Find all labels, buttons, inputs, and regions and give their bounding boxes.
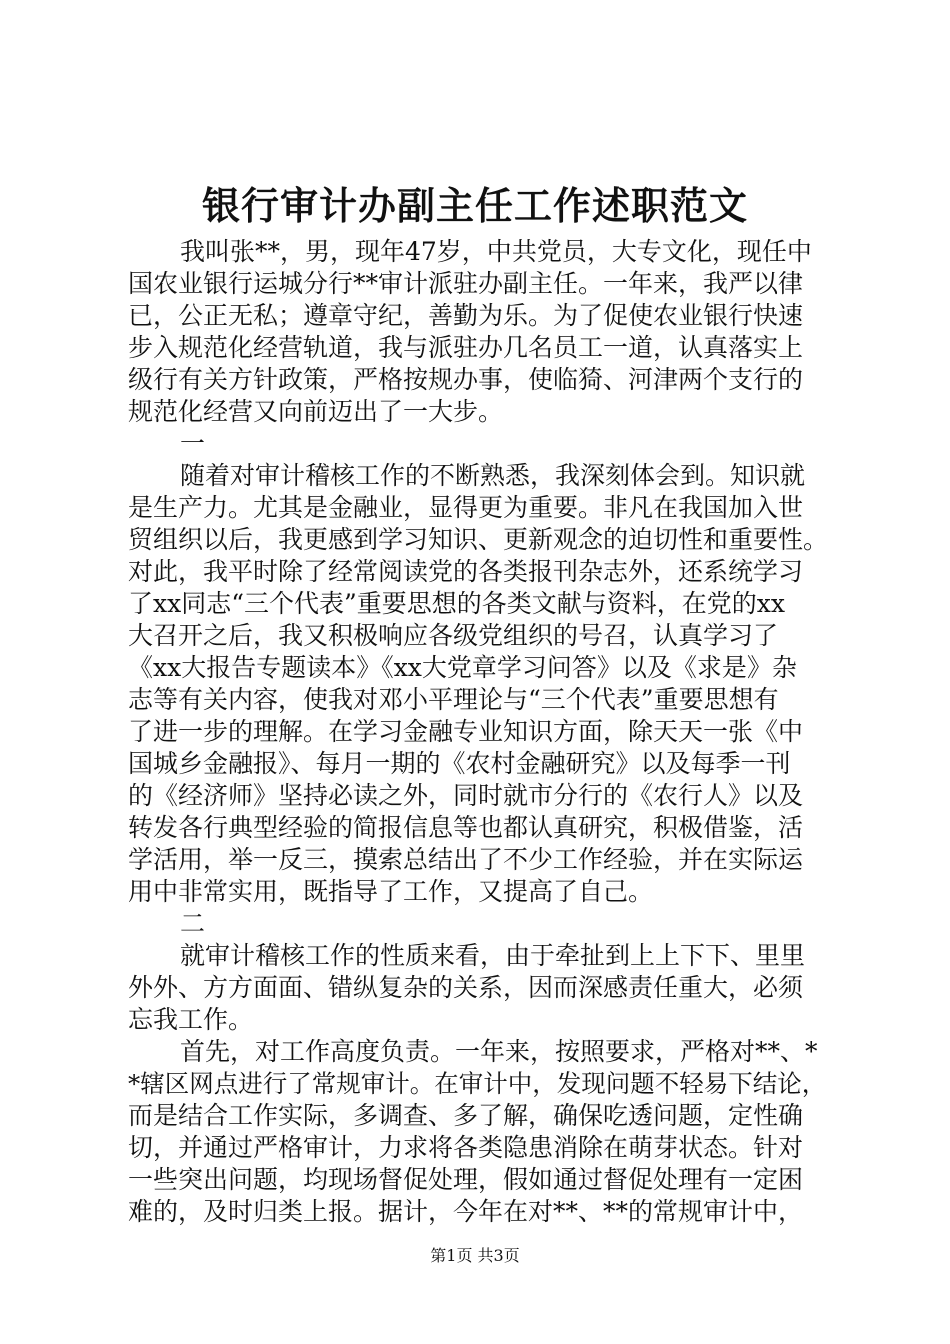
text-line: 我叫张**，男，现年47岁，中共党员，大专文化，现任中 bbox=[180, 237, 812, 266]
text-line: 级行有关方针政策，严格按规办事，使临猗、河津两个支行的 bbox=[128, 365, 804, 394]
text-line: 对此，我平时除了经常阅读党的各类报刊杂志外，还系统学习 bbox=[128, 557, 804, 586]
text-line: 的《经济师》坚持必读之外，同时就市分行的《农行人》以及 bbox=[128, 781, 804, 810]
section-heading: 二 bbox=[180, 909, 206, 938]
text-line: 了进一步的理解。在学习金融专业知识方面，除天天一张《中 bbox=[128, 717, 804, 746]
text-line: 随着对审计稽核工作的不断熟悉，我深刻体会到。知识就 bbox=[180, 461, 806, 490]
text-line: 难的，及时归类上报。据计，今年在对**、**的常规审计中， bbox=[128, 1197, 804, 1226]
document-body bbox=[128, 236, 832, 1228]
text-line: 而是结合工作实际，多调查、多了解，确保吃透问题，定性确 bbox=[128, 1101, 804, 1130]
page-number: 第1页 共3页 bbox=[430, 1246, 520, 1265]
text-line: 用中非常实用，既指导了工作，又提高了自己。 bbox=[128, 877, 654, 906]
section-heading: 一 bbox=[180, 429, 206, 458]
text-line: 了xx同志“三个代表”重要思想的各类文献与资料，在党的xx bbox=[128, 589, 785, 618]
text-line: 国城乡金融报》、每月一期的《农村金融研究》以及每季一刊 bbox=[128, 749, 791, 778]
text-line: *辖区网点进行了常规审计。在审计中，发现问题不轻易下结论， bbox=[128, 1069, 827, 1098]
text-line: 国农业银行运城分行**审计派驻办副主任。一年来，我严以律 bbox=[128, 269, 804, 298]
text-line: 外外、方方面面、错纵复杂的关系，因而深感责任重大，必须 bbox=[128, 973, 804, 1002]
text-line: 是生产力。尤其是金融业，显得更为重要。非凡在我国加入世 bbox=[128, 493, 804, 522]
text-line: 已，公正无私；遵章守纪，善勤为乐。为了促使农业银行快速 bbox=[128, 301, 804, 330]
text-line: 规范化经营又向前迈出了一大步。 bbox=[128, 397, 504, 426]
text-line: 首先，对工作高度负责。一年来，按照要求，严格对**、* bbox=[180, 1037, 818, 1066]
text-line: 切，并通过严格审计，力求将各类隐患消除在萌芽状态。针对 bbox=[128, 1133, 804, 1162]
text-line: 转发各行典型经验的简报信息等也都认真研究，积极借鉴，活 bbox=[128, 813, 804, 842]
text-line: 《xx大报告专题读本》《xx大党章学习问答》以及《求是》杂 bbox=[128, 653, 797, 682]
text-line: 一些突出问题，均现场督促处理，假如通过督促处理有一定困 bbox=[128, 1165, 804, 1194]
text-line: 学活用，举一反三，摸索总结出了不少工作经验，并在实际运 bbox=[128, 845, 804, 874]
document-title: 银行审计办副主任工作述职范文 bbox=[201, 183, 748, 228]
text-line: 步入规范化经营轨道，我与派驻办几名员工一道，认真落实上 bbox=[128, 333, 804, 362]
text-line: 志等有关内容，使我对邓小平理论与“三个代表”重要思想有 bbox=[128, 685, 779, 714]
text-line: 大召开之后，我又积极响应各级党组织的号召，认真学习了 bbox=[128, 621, 779, 650]
text-line: 就审计稽核工作的性质来看，由于牵扯到上上下下、里里 bbox=[180, 941, 806, 970]
text-line: 忘我工作。 bbox=[128, 1005, 254, 1034]
text-line: 贸组织以后，我更感到学习知识、更新观念的迫切性和重要性。 bbox=[128, 525, 829, 554]
